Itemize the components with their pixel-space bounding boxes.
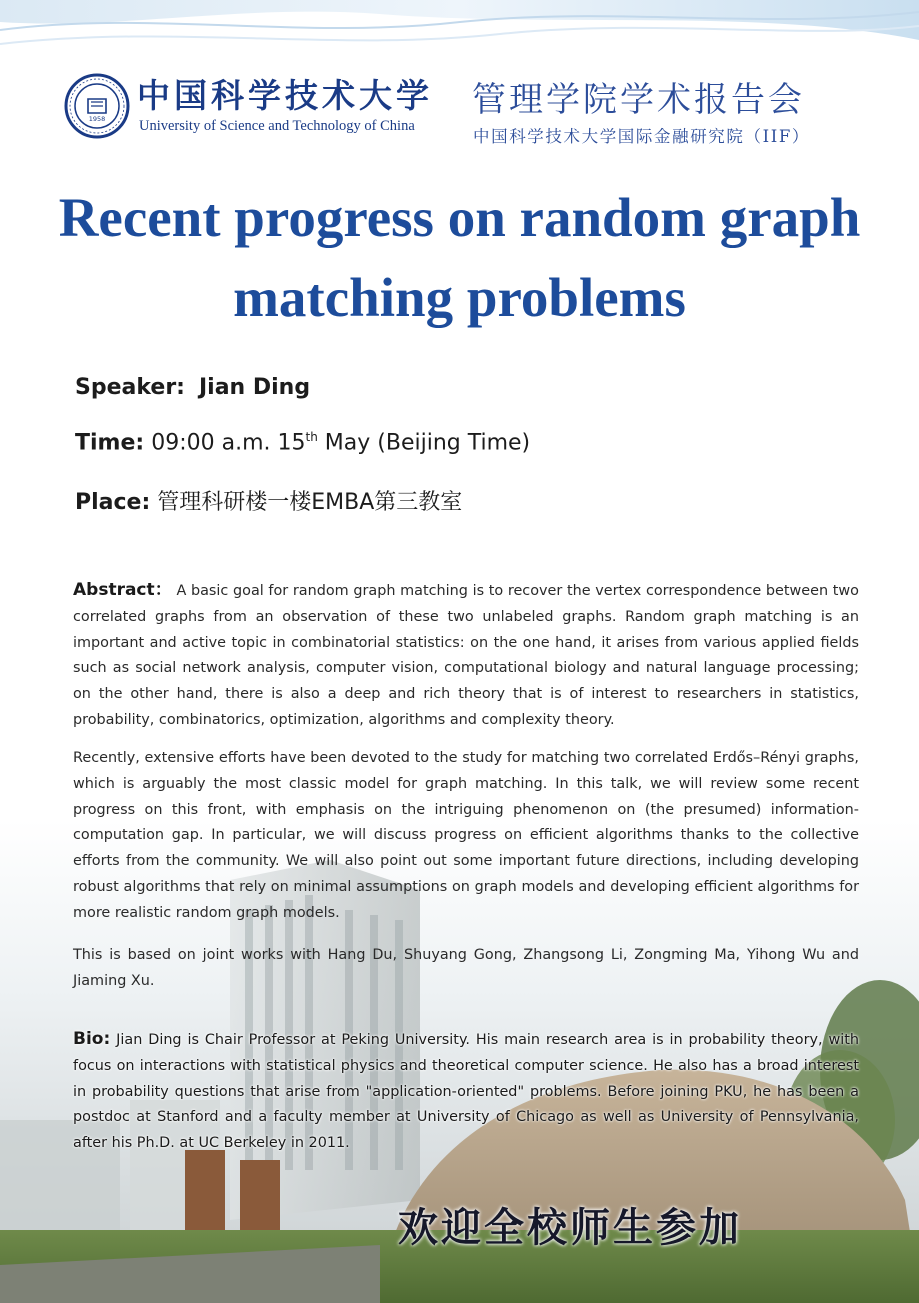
speaker-label: Speaker: <box>75 375 185 400</box>
welcome-banner: 欢迎全校师生参加 <box>398 1204 742 1251</box>
seminar-title: 管理学院学术报告会 <box>472 80 805 120</box>
abstract-paragraph <box>73 578 859 734</box>
talk-title <box>20 178 899 338</box>
place-value: 管理科研楼一楼EMBA第三教室 <box>157 490 463 515</box>
bio-label: Bio: <box>73 1029 111 1049</box>
top-wave-decoration <box>0 0 919 70</box>
abstract-paragraph-2: Recently, extensive efforts have been devoted to the study for matching two correlated Erdős–Rényi graphs, which is arguably the most classic model for graph matching. In this talk, we will review some recent progress on this front, with emphasis on the intriguing phenomenon on (the presumed) information-computation gap. In particular, we will discuss progress on efficient algorithms thanks to the collective efforts from the community. We will also point out some important future directions, including developing robust algorithms that rely on minimal assumptions on graph models and developing efficient algorithms for more realistic random graph models. <box>73 750 859 921</box>
place-line <box>75 485 462 516</box>
speaker-name: Jian Ding <box>198 375 311 400</box>
university-name-cn: 中国科学技术大学 <box>137 76 433 115</box>
time-value-rest: May (Beijing Time) <box>317 430 531 456</box>
talk-title-line1: Recent progress on random graph <box>58 187 861 248</box>
time-sup: th <box>305 430 318 444</box>
talk-title-line2: matching problems <box>233 267 686 328</box>
seal-year: 1958 <box>88 115 106 123</box>
ustc-seal-logo <box>64 73 130 139</box>
speaker-line <box>75 375 310 400</box>
time-value: 09:00 a.m. 15 <box>151 430 306 456</box>
place-label: Place: <box>75 490 151 515</box>
time-line <box>75 430 530 455</box>
abstract-label: Abstract： <box>73 580 172 600</box>
bio-paragraph <box>73 1027 859 1157</box>
abstract-text: A basic goal for random graph matching is to recover the vertex correspondence between two correlated graphs from an observation of these two unlabeled graphs. Random graph matching is an important and active topic in combinatorial statistics: on the one hand, it arises from various applied fields such as social network analysis, computer vision, computational biology and natural language processing; on the other hand, there is also a deep and rich theory that is of interest to researchers in statistics, probability, combinatorics, optimization, algorithms and complexity theory. <box>73 583 859 728</box>
abstract-paragraph-3: This is based on joint works with Hang Du, Shuyang Gong, Zhangsong Li, Zongming Ma, Yihong Wu and Jiaming Xu. <box>73 947 859 989</box>
university-name-en: University of Science and Technology of China <box>139 118 415 134</box>
time-label: Time: <box>75 430 145 456</box>
bio-text: Jian Ding is Chair Professor at Peking University. His main research area is in probability theory, with focus on interactions with statistical physics and theoretical computer science. He also has a broad interest in probability questions that arise from "application-oriented" problems. Before joining PKU, he has been a postdoc at Stanford and a faculty member at University of Chicago as well as University of Pennsylvania, after his Ph.D. at UC Berkeley in 2011. <box>73 1032 859 1152</box>
seminar-subtitle: 中国科学技术大学国际金融研究院（IIF） <box>473 127 810 146</box>
